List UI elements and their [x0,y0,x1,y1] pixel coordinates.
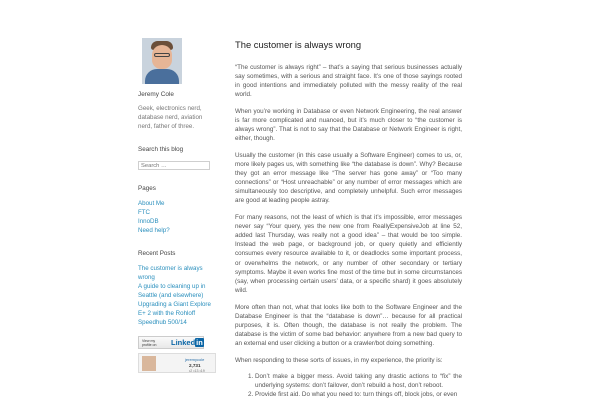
recent-posts-title: Recent Posts [138,250,176,257]
post-paragraph: More often than not, what that looks like both to the Software Engineer and the Database Engineer is that the “database is down”… because for all practical purposes, it is. Often though, the database is not really the problem. The database is the victim of some bad behavior: anywhere from a new bad query to an external end user clicking a button or a crawler/bot doing something. [235,303,462,347]
priority-list-item: 2. Provide first aid. Do what you need to: turn things off, block jobs, or even [255,390,462,399]
pages-widget-title: Pages [138,185,156,192]
search-widget-title: Search this blog [138,146,184,153]
author-avatar [142,38,182,84]
post-paragraph: When you’re working in Database or even Network Engineering, the real answer is far more complicated and nuanced, but it’s much closer to “the customer is always wrong”. That is not to say that the Database or Network Engineer is right, either, though. [235,107,462,143]
blog-post [235,39,462,400]
linkedin-logo: Linkedin [171,338,203,347]
page-link-ftc[interactable]: FTC [138,209,151,216]
flair-avatar [142,356,156,371]
sidebar [138,38,218,373]
linkedin-profile-badge[interactable] [138,336,204,349]
flair-medals: •2 •13 •19 [189,369,205,373]
priority-list [235,372,462,399]
flair-reputation: 2,731 [189,363,201,368]
page-link-need-help[interactable]: Need help? [138,227,170,234]
post-paragraph: Usually the customer (in this case usually a Software Engineer) comes to us, or, more likely pages us, with something like “the database is down”. Why? Because they got an error message like “The server has gone away” or “Too many connections” or “Host unreachable” or any number of error messages which are simultaneously too descriptive, and completely unhelpful. Such error messages are good at leading people astray. [235,151,462,205]
stackoverflow-flair-badge[interactable] [138,353,216,373]
post-paragraph: For many reasons, not the least of which is that it’s impossible, error messages never say “Your query, yes the new one from ReallyExpensiveJob at line 52, added last Thursday, was really not a good idea” – that would be too simple. Instead the web page, or background job, or query quietly and efficiently consumes every resource available to it, or deadlocks some important process, or overwhelms the network, or any number of other secondary or tertiary symptoms. Maybe it even works fine most of the time but in some circumstances (say, when processing certain users’ data, or a specific shard) it goes absolutely wild. [235,214,462,294]
post-paragraph: When responding to these sorts of issues, in my experience, the priority is: [235,356,443,364]
author-name: Jeremy Cole [138,91,174,98]
post-title[interactable]: The customer is always wrong [235,39,362,50]
flair-username: jeremycole [185,357,205,362]
page-link-innodb[interactable]: InnoDB [138,218,159,225]
recent-post-link[interactable]: Upgrading a Giant Explore E+ 2 with the Rohloff Speedhub 500/14 [138,301,211,326]
author-bio: Geek, electronics nerd, database nerd, aviation nerd, father of three. [138,105,203,130]
page-link-about-me[interactable]: About Me [138,200,165,207]
search-input[interactable] [138,161,210,170]
linkedin-badge-caption: View my profile on [142,339,157,347]
pages-list [138,199,218,235]
recent-post-link[interactable]: The customer is always wrong [138,265,203,281]
priority-list-item: 1. Don’t make a bigger mess. Avoid taking any drastic actions to “fix” the underlying systems: don’t failover, don’t rebuild a host, don’t reboot. [255,372,462,390]
recent-post-link[interactable]: A guide to cleaning up in Seattle (and elsewhere) [138,283,206,299]
post-paragraph: “The customer is always right” – that’s a saying that serious businesses actually say sometimes, with a serious and straight face. It’s one of those sayings rooted in good intentions and immediately polluted with the messy reality of the real world. [235,64,462,99]
recent-posts-list [138,264,218,327]
